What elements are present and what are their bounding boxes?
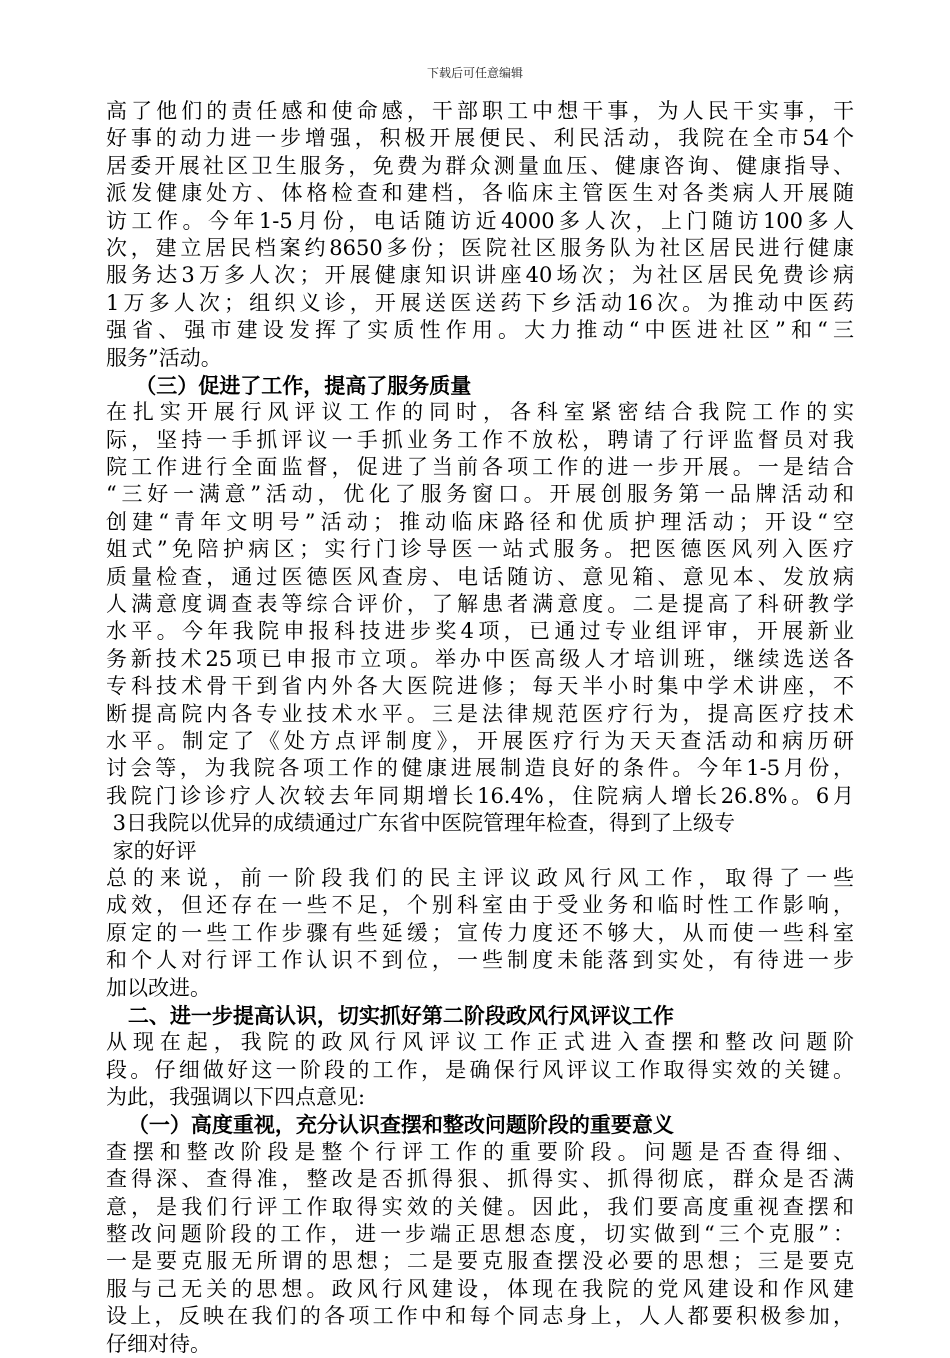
text-line: 人满意度调查表等综合评价，了解患者满意度。二是提高了科研教学 bbox=[106, 592, 854, 617]
text-line: 断提高院内各专业技术水平。三是法律规范医疗行为，提高医疗技术 bbox=[106, 701, 854, 726]
text-line: 仔细对待。 bbox=[106, 1331, 211, 1356]
text-line: 设上，反映在我们的各项工作中和每个同志身上，人人都要积极参加， bbox=[106, 1304, 854, 1329]
document-body bbox=[106, 98, 854, 1358]
text-line: 居委开展社区卫生服务，免费为群众测量血压、健康咨询、健康指导、 bbox=[106, 153, 854, 178]
text-line: 创建“青年文明号”活动；推动临床路径和优质护理活动；开设“空 bbox=[106, 509, 854, 534]
section-heading: 二、进一步提高认识，切实抓好第二阶段政风行风评议工作 bbox=[106, 1002, 674, 1028]
text-line: 访工作。今年1-5月份，电话随访近4000多人次，上门随访100多人 bbox=[106, 208, 854, 233]
text-line: 总的来说，前一阶段我们的民主评议政风行风工作，取得了一些 bbox=[106, 865, 854, 890]
text-line: 为此，我强调以下四点意见: bbox=[106, 1085, 366, 1110]
text-line: 成效，但还存在一些不足，个别科室由于受业务和临时性工作影响， bbox=[106, 893, 854, 918]
text-line: 水平。制定了《处方点评制度》，开展医疗行为天天查活动和病历研 bbox=[106, 728, 854, 753]
text-line: 意，是我们行评工作取得实效的关健。因此，我们要高度重视查摆和 bbox=[106, 1194, 854, 1219]
text-line: 3日我院以优异的成绩通过广东省中医院管理年检查，得到了上级专 bbox=[106, 811, 736, 836]
text-line: 1万多人次；组织义诊，开展送医送药下乡活动16次。为推动中医药 bbox=[106, 290, 854, 315]
text-line: 服务”活动。 bbox=[106, 345, 222, 370]
text-line: 好事的动力进一步增强，积极开展便民、利民活动，我院在全市54个 bbox=[106, 126, 854, 151]
text-line: 从现在起，我院的政风行风评议工作正式进入查摆和整改问题阶 bbox=[106, 1030, 854, 1055]
text-line: 服务达3万多人次；开展健康知识讲座40场次；为社区居民免费诊病 bbox=[106, 263, 854, 288]
page-header: 下载后可任意编辑 bbox=[426, 66, 523, 80]
text-line: 院工作进行全面监督，促进了当前各项工作的进一步开展。一是结合 bbox=[106, 455, 854, 480]
text-line: 派发健康处方、体格检查和建档，各临床主管医生对各类病人开展随 bbox=[106, 181, 854, 206]
text-line: 务新技术25项已申报市立项。举办中医高级人才培训班，继续选送各 bbox=[106, 646, 854, 671]
text-line: 加以改进。 bbox=[106, 975, 211, 1000]
text-line: 水平。今年我院申报科技进步奖4项，已通过专业组评审，开展新业 bbox=[106, 619, 854, 644]
text-line: 讨会等，为我院各项工作的健康进展制造良好的条件。今年1-5月份， bbox=[106, 756, 854, 781]
text-line: 专科技术骨干到省内外各大医院进修；每天半小时集中学术讲座，不 bbox=[106, 674, 854, 699]
text-line: 家的好评 bbox=[106, 838, 197, 863]
text-line: 服与己无关的思想。政风行风建设，体现在我院的党风建设和作风建 bbox=[106, 1276, 854, 1301]
text-line: “三好一满意”活动，优化了服务窗口。开展创服务第一品牌活动和 bbox=[106, 482, 854, 507]
text-line: 一是要克服无所谓的思想；二是要克服查摆没必要的思想；三是要克 bbox=[106, 1249, 854, 1274]
section-heading: （一）高度重视，充分认识查摆和整改问题阶段的重要意义 bbox=[106, 1112, 674, 1138]
text-line: 段。仔细做好这一阶段的工作，是确保行风评议工作取得实效的关键。 bbox=[106, 1057, 854, 1082]
text-line: 整改问题阶段的工作，进一步端正思想态度，切实做到“三个克服”： bbox=[106, 1222, 854, 1247]
text-line: 查摆和整改阶段是整个行评工作的重要阶段。问题是否查得细、 bbox=[106, 1139, 854, 1164]
text-line: 强省、强市建设发挥了实质性作用。大力推动“中医进社区”和“三 bbox=[106, 318, 854, 343]
text-line: 次，建立居民档案约8650多份；医院社区服务队为社区居民进行健康 bbox=[106, 235, 854, 260]
text-line: 质量检查，通过医德医风查房、电话随访、意见箱、意见本、发放病 bbox=[106, 564, 854, 589]
section-heading: （三）促进了工作，提高了服务质量 bbox=[106, 372, 472, 398]
text-line: 我院门诊诊疗人次较去年同期增长16.4%，住院病人增长26.8%。6月 bbox=[106, 783, 854, 808]
text-line: 和个人对行评工作认识不到位，一些制度未能落到实处，有待进一步 bbox=[106, 948, 854, 973]
text-line: 际，坚持一手抓评议一手抓业务工作不放松，聘请了行评监督员对我 bbox=[106, 427, 854, 452]
text-line: 在扎实开展行风评议工作的同时，各科室紧密结合我院工作的实 bbox=[106, 400, 854, 425]
text-line: 原定的一些工作步骤有些延缓；宣传力度还不够大，从而使一些科室 bbox=[106, 920, 854, 945]
text-line: 查得深、查得准，整改是否抓得狠、抓得实、抓得彻底，群众是否满 bbox=[106, 1167, 854, 1192]
text-line: 姐式”免陪护病区；实行门诊导医一站式服务。把医德医风列入医疗 bbox=[106, 537, 854, 562]
text-line: 高了他们的责任感和使命感，干部职工中想干事，为人民干实事，干 bbox=[106, 99, 854, 123]
